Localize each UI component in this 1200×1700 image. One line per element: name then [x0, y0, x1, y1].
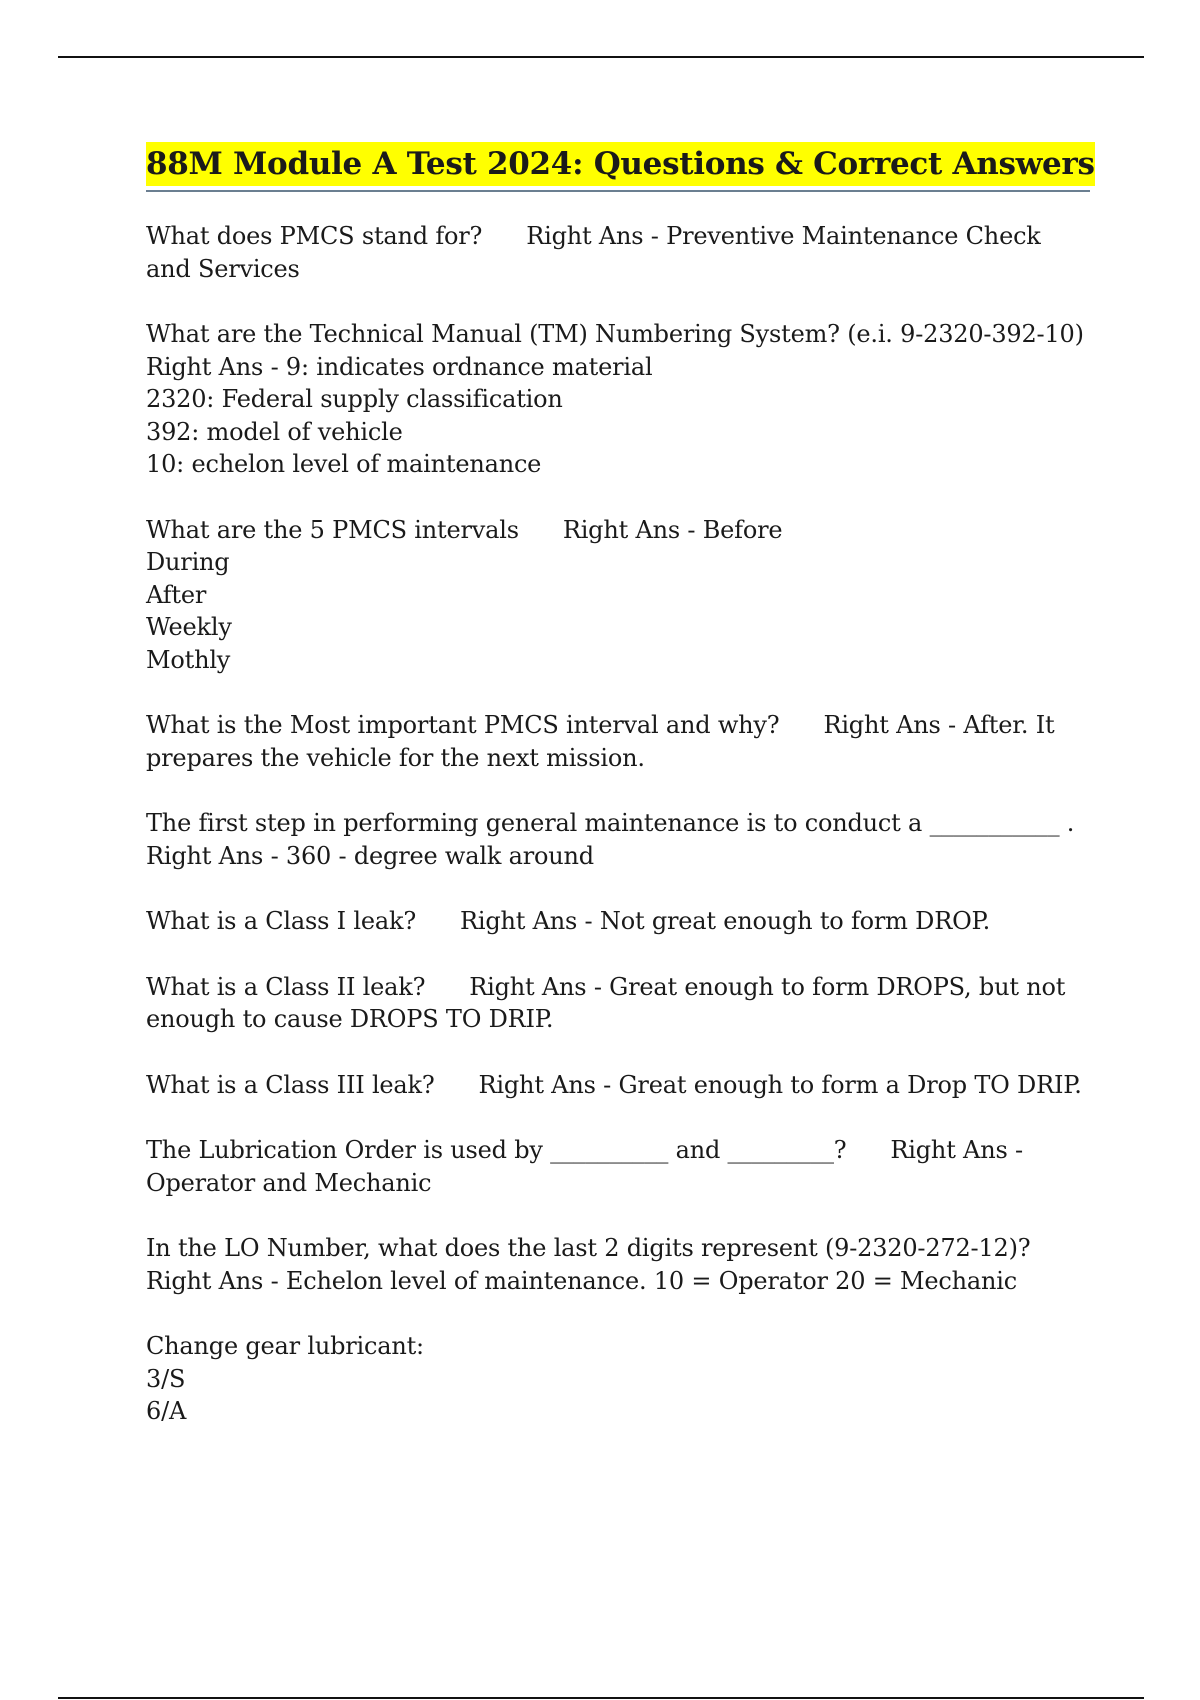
answer-line: Right Ans - 9: indicates ordnance material	[146, 352, 653, 381]
qa-item	[146, 1069, 1090, 1102]
header-rule	[58, 56, 1144, 58]
question-text: The first step in performing general maintenance is to conduct a ___________ .	[146, 809, 1075, 837]
question-text: What is a Class II leak?	[146, 972, 426, 1001]
answer-line: 3/S	[146, 1364, 186, 1393]
qa-item	[146, 1330, 1090, 1428]
qa-item	[146, 1232, 1090, 1297]
question-text: Change gear lubricant:	[146, 1332, 424, 1360]
qa-item	[146, 807, 1090, 872]
qa-item	[146, 971, 1090, 1036]
qa-item	[146, 220, 1090, 285]
answer-line: After	[146, 580, 207, 609]
answer-line: During	[146, 548, 230, 576]
answer-text: Right Ans - Operator and Mechanic	[146, 1136, 1023, 1197]
answer-text: Right Ans - After. It prepares the vehicle for the next mission.	[146, 711, 1055, 772]
qa-item	[146, 905, 1090, 938]
question-text: What does PMCS stand for?	[146, 222, 483, 250]
qa-item	[146, 1134, 1090, 1199]
question-text: The Lubrication Order is used by __________ and _________?	[146, 1136, 847, 1164]
answer-text: Right Ans - Great enough to form a Drop TO DRIP.	[478, 1070, 1082, 1099]
qa-item	[146, 318, 1090, 481]
answer-text: Right Ans - 360 - degree walk around	[146, 841, 594, 870]
answer-text: Right Ans - Before	[562, 515, 783, 544]
answer-line: 392: model of vehicle	[146, 417, 403, 446]
answer-line: 2320: Federal supply classification	[146, 385, 563, 413]
question-text: What are the Technical Manual (TM) Numbering System? (e.i. 9-2320-392-10)	[146, 320, 1084, 348]
qa-item	[146, 514, 1090, 677]
answer-line: Weekly	[146, 613, 232, 641]
answer-text: Right Ans - Echelon level of maintenance. 10 = Operator 20 = Mechanic	[146, 1266, 1018, 1295]
question-text: What is the Most important PMCS interval and why?	[146, 711, 780, 739]
document-body	[146, 142, 1095, 1461]
question-text: What is a Class I leak?	[146, 907, 416, 935]
question-text: In the LO Number, what does the last 2 digits represent (9-2320-272-12)?	[146, 1234, 1031, 1262]
answer-line: 10: echelon level of maintenance	[146, 450, 542, 478]
title-underline	[146, 142, 1095, 192]
answer-text: Right Ans - Not great enough to form DROP.	[459, 907, 991, 935]
question-text: What is a Class III leak?	[146, 1070, 435, 1099]
question-text: What are the 5 PMCS intervals	[146, 515, 519, 544]
answer-line: 6/A	[146, 1397, 187, 1425]
qa-item	[146, 709, 1090, 774]
answer-text: Right Ans - Great enough to form DROPS, but not enough to cause DROPS TO DRIP.	[146, 972, 1066, 1033]
answer-line: Mothly	[146, 645, 231, 674]
page-title: 88M Module A Test 2024: Questions & Correct Answers	[146, 142, 1095, 186]
answer-text: Right Ans - Preventive Maintenance Check and Services	[146, 222, 1041, 283]
footer-rule	[58, 1697, 1144, 1699]
